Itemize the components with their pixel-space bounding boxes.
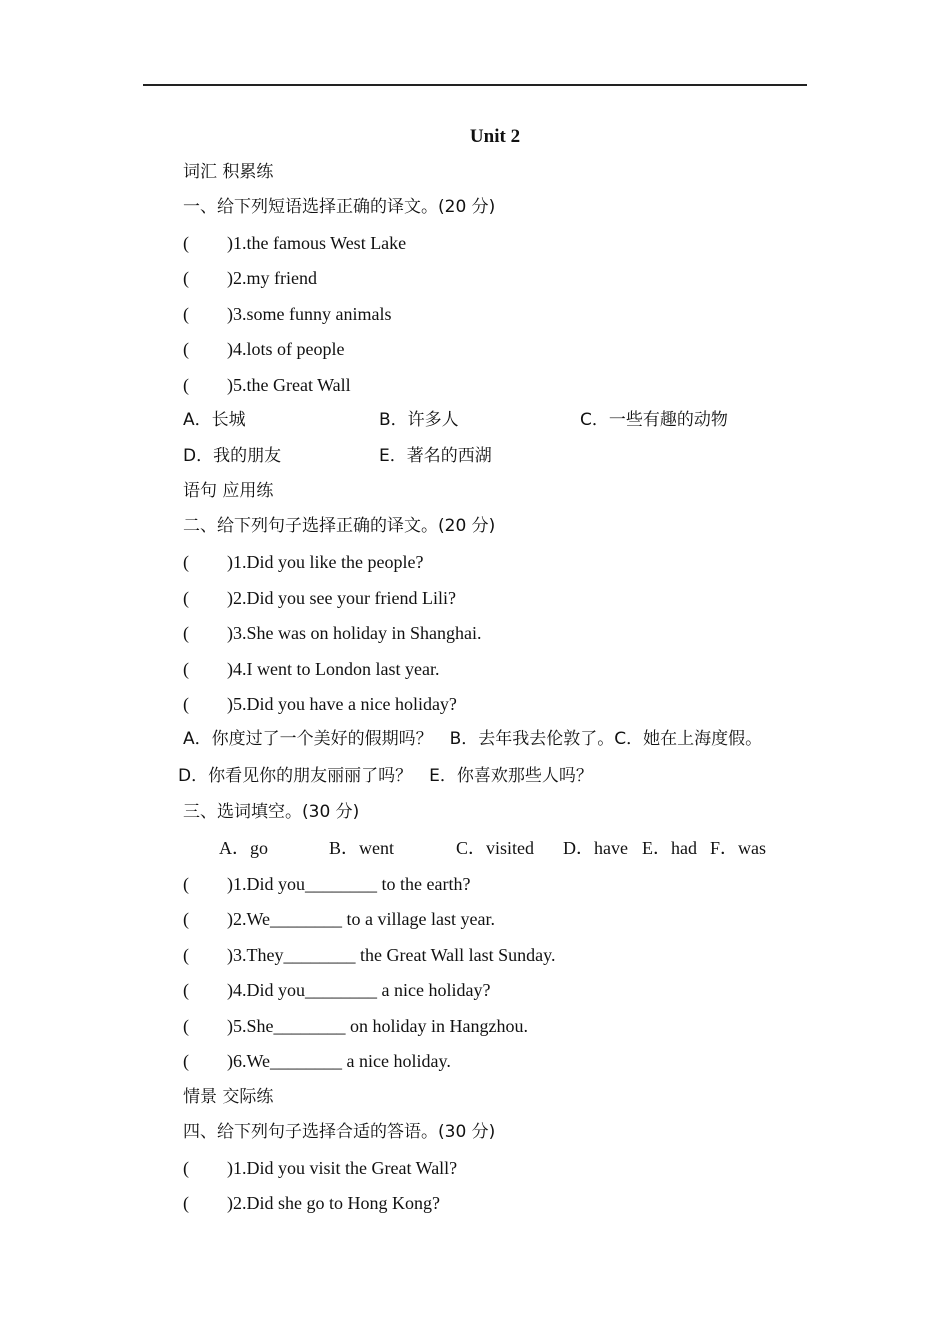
question-row [183, 622, 481, 644]
question-text: )2.my friend [227, 268, 317, 288]
section-heading: 三、选词填空。(30 分) [183, 802, 360, 822]
answer-blank[interactable]: ( [183, 268, 189, 288]
option: A．长城 [183, 410, 246, 430]
question-row [183, 232, 406, 254]
option-line: A．你度过了一个美好的假期吗？ B．去年我去伦敦了。C．她在上海度假。 [183, 729, 763, 749]
page-title: Unit 2 [469, 126, 521, 147]
section-category: 词汇 积累练 [183, 162, 274, 182]
question-row [183, 303, 391, 325]
answer-blank[interactable]: ( [183, 588, 189, 608]
answer-blank[interactable]: ( [183, 980, 189, 1000]
option: C．一些有趣的动物 [580, 410, 728, 430]
word-choice: F．was [710, 838, 767, 858]
question-text: )6.We________ a nice holiday. [227, 1051, 451, 1071]
question-text: )5.Did you have a nice holiday? [227, 694, 457, 714]
question-text: )3.She was on holiday in Shanghai. [227, 623, 482, 643]
question-text: )4.Did you________ a nice holiday? [227, 980, 491, 1000]
answer-blank[interactable]: ( [183, 304, 189, 324]
question-text: )2.Did she go to Hong Kong? [227, 1193, 440, 1213]
word-choice: C．visited [456, 838, 535, 858]
question-row [183, 873, 470, 895]
answer-blank[interactable]: ( [183, 1051, 189, 1071]
section-category: 语句 应用练 [183, 481, 274, 501]
question-text: )1.Did you visit the Great Wall? [227, 1158, 458, 1178]
section-heading: 四、给下列句子选择合适的答语。(30 分) [183, 1122, 496, 1142]
question-row [183, 1050, 451, 1072]
question-text: )1.Did you________ to the earth? [227, 874, 471, 894]
header-rule [143, 84, 807, 86]
question-row [183, 551, 423, 573]
question-text: )5.the Great Wall [227, 375, 351, 395]
section-heading: 二、给下列句子选择正确的译文。(20 分) [183, 516, 496, 536]
answer-blank[interactable]: ( [183, 552, 189, 572]
word-choice: E．had [642, 838, 697, 858]
word-choice: B．went [329, 838, 394, 858]
answer-blank[interactable]: ( [183, 1158, 189, 1178]
word-choice: A．go [219, 838, 268, 858]
question-text: )4.I went to London last year. [227, 659, 440, 679]
question-text: )1.the famous West Lake [227, 233, 407, 253]
answer-blank[interactable]: ( [183, 874, 189, 894]
question-text: )5.She________ on holiday in Hangzhou. [227, 1016, 528, 1036]
option: B．许多人 [379, 410, 459, 430]
question-row [183, 908, 495, 930]
question-row [183, 693, 457, 715]
question-row [183, 658, 439, 680]
question-row [183, 374, 351, 396]
word-choice: D．have [563, 838, 628, 858]
question-text: )2.We________ to a village last year. [227, 909, 495, 929]
section-category: 情景 交际练 [183, 1087, 274, 1107]
question-text: )1.Did you like the people? [227, 552, 424, 572]
question-row [183, 1192, 440, 1214]
answer-blank[interactable]: ( [183, 339, 189, 359]
question-row [183, 1015, 528, 1037]
question-text: )3.some funny animals [227, 304, 392, 324]
question-row [183, 944, 555, 966]
answer-blank[interactable]: ( [183, 233, 189, 253]
option: E．著名的西湖 [379, 446, 492, 466]
answer-blank[interactable]: ( [183, 623, 189, 643]
answer-blank[interactable]: ( [183, 375, 189, 395]
question-row [183, 338, 344, 360]
section-heading: 一、给下列短语选择正确的译文。(20 分) [183, 197, 496, 217]
answer-blank[interactable]: ( [183, 1193, 189, 1213]
question-row [183, 587, 456, 609]
option: D．我的朋友 [183, 446, 282, 466]
answer-blank[interactable]: ( [183, 694, 189, 714]
question-text: )2.Did you see your friend Lili? [227, 588, 456, 608]
question-text: )3.They________ the Great Wall last Sunday. [227, 945, 556, 965]
question-row [183, 979, 490, 1001]
question-row [183, 1157, 457, 1179]
answer-blank[interactable]: ( [183, 659, 189, 679]
question-text: )4.lots of people [227, 339, 345, 359]
option-line: D．你看见你的朋友丽丽了吗？ E．你喜欢那些人吗？ [178, 766, 593, 786]
answer-blank[interactable]: ( [183, 945, 189, 965]
question-row [183, 267, 317, 289]
answer-blank[interactable]: ( [183, 909, 189, 929]
answer-blank[interactable]: ( [183, 1016, 189, 1036]
